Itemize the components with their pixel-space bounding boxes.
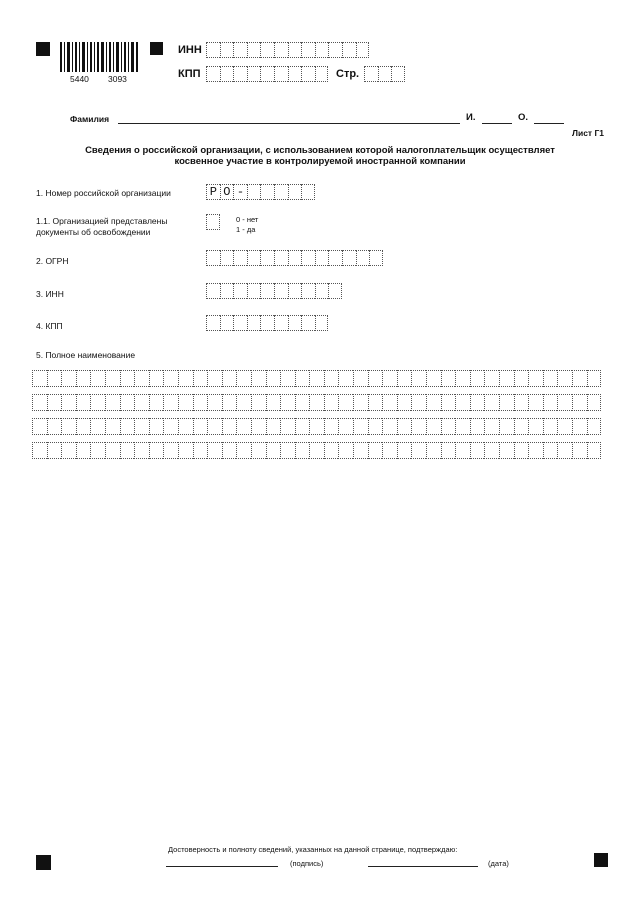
full-name-cell[interactable] (543, 442, 558, 459)
full-name-cell[interactable] (441, 370, 456, 387)
full-name-cell[interactable] (207, 394, 222, 411)
full-name-cell[interactable] (368, 370, 383, 387)
ogrn-cells[interactable] (206, 250, 383, 266)
full-name-cell[interactable] (178, 442, 193, 459)
kpp-label: 4. КПП (36, 321, 63, 331)
full-name-cell[interactable] (47, 442, 62, 459)
full-name-cell[interactable] (309, 418, 324, 435)
full-name-cell[interactable] (382, 394, 397, 411)
full-name-cell[interactable] (222, 394, 237, 411)
full-name-cell[interactable] (163, 370, 178, 387)
full-name-cell[interactable] (309, 370, 324, 387)
full-name-cell[interactable] (543, 394, 558, 411)
full-name-cell[interactable] (499, 370, 514, 387)
full-name-cell[interactable] (47, 418, 62, 435)
full-name-cell[interactable] (411, 442, 426, 459)
full-name-cell[interactable] (572, 442, 587, 459)
full-name-cell[interactable] (61, 394, 76, 411)
full-name-cell[interactable] (353, 370, 368, 387)
full-name-cell[interactable] (382, 418, 397, 435)
kpp-cells[interactable] (206, 315, 328, 331)
full-name-cell[interactable] (499, 394, 514, 411)
full-name-cell[interactable] (222, 418, 237, 435)
full-name-cell[interactable] (324, 442, 339, 459)
full-name-cell[interactable] (90, 442, 105, 459)
full-name-cell[interactable] (134, 418, 149, 435)
full-name-cell[interactable] (426, 394, 441, 411)
full-name-cell[interactable] (76, 370, 91, 387)
full-name-cell[interactable] (587, 370, 602, 387)
full-name-cell[interactable] (587, 418, 602, 435)
full-name-cell[interactable] (455, 394, 470, 411)
full-name-cell[interactable] (353, 394, 368, 411)
full-name-cell[interactable] (368, 418, 383, 435)
full-name-cell[interactable] (572, 418, 587, 435)
full-name-cell[interactable] (90, 394, 105, 411)
full-name-cell[interactable] (76, 418, 91, 435)
full-name-cell[interactable] (236, 394, 251, 411)
full-name-cell[interactable] (120, 370, 135, 387)
full-name-cell[interactable] (105, 394, 120, 411)
full-name-cell[interactable] (455, 418, 470, 435)
full-name-cell[interactable] (397, 418, 412, 435)
full-name-cell[interactable] (324, 418, 339, 435)
org-number-prefix-cell: - (233, 184, 247, 200)
full-name-cell[interactable] (572, 370, 587, 387)
full-name-cell[interactable] (280, 394, 295, 411)
full-name-cell[interactable] (47, 370, 62, 387)
full-name-cell[interactable] (90, 418, 105, 435)
full-name-cell[interactable] (368, 394, 383, 411)
full-name-cell[interactable] (455, 442, 470, 459)
full-name-cell[interactable] (484, 442, 499, 459)
date-label: (дата) (488, 859, 509, 868)
full-name-cell[interactable] (251, 370, 266, 387)
confirm-text: Достоверность и полноту сведений, указанных на данной странице, подтверждаю: (168, 845, 458, 854)
full-name-cell[interactable] (207, 418, 222, 435)
header-inn-label: ИНН (178, 44, 202, 56)
full-name-cell[interactable] (178, 418, 193, 435)
full-name-label: 5. Полное наименование (36, 350, 136, 360)
full-name-cell[interactable] (295, 442, 310, 459)
option-yes: 1 - да (236, 225, 256, 234)
full-name-cell[interactable] (543, 418, 558, 435)
full-name-row[interactable] (32, 394, 601, 411)
full-name-cell[interactable] (236, 418, 251, 435)
full-name-cell[interactable] (47, 394, 62, 411)
full-name-cell[interactable] (222, 370, 237, 387)
full-name-cell[interactable] (32, 442, 47, 459)
full-name-cell[interactable] (338, 394, 353, 411)
corner-marker-top-left (36, 42, 50, 56)
ogrn-label: 2. ОГРН (36, 256, 69, 266)
surname-label: Фамилия (70, 114, 110, 124)
full-name-cell[interactable] (236, 370, 251, 387)
full-name-cell[interactable] (193, 394, 208, 411)
full-name-cell[interactable] (105, 370, 120, 387)
full-name-cell[interactable] (105, 418, 120, 435)
date-line[interactable] (368, 866, 478, 867)
barcode-number-left: 5440 (70, 74, 89, 84)
full-name-cell[interactable] (353, 418, 368, 435)
full-name-cell[interactable] (382, 442, 397, 459)
i-line[interactable] (482, 123, 512, 124)
full-name-cell[interactable] (266, 442, 281, 459)
full-name-cell[interactable] (32, 370, 47, 387)
full-name-cell[interactable] (280, 370, 295, 387)
corner-marker-top-right (150, 42, 163, 55)
org-number-prefix-cell: Р (206, 184, 220, 200)
org-number-prefix-cell: О (220, 184, 234, 200)
full-name-cell[interactable] (76, 394, 91, 411)
full-name-cell[interactable] (105, 442, 120, 459)
full-name-cell[interactable] (426, 442, 441, 459)
full-name-cell[interactable] (222, 442, 237, 459)
header-page-label: Стр. (336, 68, 360, 80)
full-name-row[interactable] (32, 442, 601, 459)
header-kpp-cells[interactable] (206, 66, 328, 82)
full-name-cell[interactable] (134, 370, 149, 387)
full-name-cell[interactable] (338, 442, 353, 459)
inn-cells[interactable] (206, 283, 342, 299)
full-name-cell[interactable] (120, 394, 135, 411)
full-name-cell[interactable] (193, 418, 208, 435)
signature-label: (подпись) (290, 859, 324, 868)
full-name-cell[interactable] (470, 394, 485, 411)
full-name-cell[interactable] (557, 442, 572, 459)
full-name-cell[interactable] (514, 442, 529, 459)
full-name-cell[interactable] (207, 442, 222, 459)
full-name-cell[interactable] (441, 394, 456, 411)
full-name-cell[interactable] (280, 442, 295, 459)
full-name-cell[interactable] (528, 394, 543, 411)
full-name-cell[interactable] (587, 394, 602, 411)
full-name-cell[interactable] (368, 442, 383, 459)
full-name-row[interactable] (32, 370, 601, 387)
form-title-line1: Сведения о российской организации, с использованием которой налогоплательщик осуществляет (85, 145, 555, 156)
full-name-cell[interactable] (382, 370, 397, 387)
full-name-cell[interactable] (120, 418, 135, 435)
full-name-cell[interactable] (193, 370, 208, 387)
full-name-cell[interactable] (514, 370, 529, 387)
sheet-label: Лист Г1 (572, 128, 604, 138)
full-name-cell[interactable] (528, 370, 543, 387)
full-name-cell[interactable] (411, 370, 426, 387)
barcode-icon (60, 42, 140, 72)
full-name-cell[interactable] (61, 370, 76, 387)
full-name-cell[interactable] (295, 394, 310, 411)
form-title-line2: косвенное участие в контролируемой иностранной компании (174, 156, 466, 167)
full-name-cell[interactable] (499, 442, 514, 459)
full-name-cell[interactable] (266, 370, 281, 387)
full-name-cell[interactable] (484, 394, 499, 411)
o-line[interactable] (534, 123, 564, 124)
full-name-cell[interactable] (178, 394, 193, 411)
full-name-cell[interactable] (90, 370, 105, 387)
full-name-cell[interactable] (236, 442, 251, 459)
corner-marker-bottom-right (594, 853, 608, 867)
full-name-cell[interactable] (455, 370, 470, 387)
full-name-cell[interactable] (557, 394, 572, 411)
full-name-row[interactable] (32, 418, 601, 435)
full-name-cell[interactable] (324, 370, 339, 387)
full-name-cell[interactable] (149, 370, 164, 387)
full-name-cell[interactable] (251, 442, 266, 459)
full-name-cell[interactable] (338, 418, 353, 435)
header-page-cells[interactable] (364, 66, 405, 82)
option-no: 0 - нет (236, 215, 259, 224)
full-name-cell[interactable] (251, 394, 266, 411)
full-name-cell[interactable] (149, 442, 164, 459)
i-label: И. (466, 112, 476, 123)
surname-line[interactable] (118, 123, 460, 124)
full-name-cell[interactable] (295, 418, 310, 435)
full-name-cell[interactable] (266, 418, 281, 435)
org-number-label: 1. Номер российской организации (36, 188, 171, 198)
full-name-cell[interactable] (557, 418, 572, 435)
full-name-cell[interactable] (61, 442, 76, 459)
full-name-cell[interactable] (528, 442, 543, 459)
full-name-cell[interactable] (163, 394, 178, 411)
full-name-cell[interactable] (61, 418, 76, 435)
full-name-cell[interactable] (134, 394, 149, 411)
full-name-cell[interactable] (134, 442, 149, 459)
full-name-cell[interactable] (207, 370, 222, 387)
full-name-cell[interactable] (528, 418, 543, 435)
o-label: О. (518, 112, 529, 123)
docs-label-line2: документы об освобождении (36, 227, 151, 237)
full-name-cell[interactable] (484, 370, 499, 387)
signature-line[interactable] (166, 866, 278, 867)
org-number-cells[interactable] (206, 184, 315, 200)
full-name-cell[interactable] (251, 418, 266, 435)
full-name-cell[interactable] (397, 442, 412, 459)
full-name-cell[interactable] (441, 442, 456, 459)
full-name-cell[interactable] (266, 394, 281, 411)
full-name-cell[interactable] (397, 394, 412, 411)
full-name-cell[interactable] (484, 418, 499, 435)
full-name-cell[interactable] (324, 394, 339, 411)
docs-label-line1: 1.1. Организацией представлены (36, 216, 168, 226)
full-name-cell[interactable] (280, 418, 295, 435)
header-kpp-label: КПП (178, 68, 201, 80)
barcode-number-right: 3093 (108, 74, 127, 84)
full-name-cell[interactable] (178, 370, 193, 387)
corner-marker-bottom-left (36, 855, 51, 870)
full-name-cell[interactable] (149, 418, 164, 435)
full-name-cell[interactable] (193, 442, 208, 459)
full-name-cell[interactable] (426, 370, 441, 387)
full-name-cell[interactable] (587, 442, 602, 459)
full-name-cell[interactable] (411, 394, 426, 411)
header-inn-cells[interactable] (206, 42, 369, 58)
full-name-cell[interactable] (295, 370, 310, 387)
full-name-cell[interactable] (426, 418, 441, 435)
full-name-cell[interactable] (32, 418, 47, 435)
full-name-cell[interactable] (163, 442, 178, 459)
full-name-cell[interactable] (470, 418, 485, 435)
full-name-cell[interactable] (499, 418, 514, 435)
full-name-cell[interactable] (543, 370, 558, 387)
full-name-cell[interactable] (163, 418, 178, 435)
full-name-cell[interactable] (470, 442, 485, 459)
full-name-cell[interactable] (309, 394, 324, 411)
full-name-cell[interactable] (120, 442, 135, 459)
full-name-cell[interactable] (76, 442, 91, 459)
full-name-cell[interactable] (470, 370, 485, 387)
full-name-cell[interactable] (338, 370, 353, 387)
inn-label: 3. ИНН (36, 289, 64, 299)
full-name-cell[interactable] (557, 370, 572, 387)
full-name-cell[interactable] (572, 394, 587, 411)
full-name-cell[interactable] (514, 418, 529, 435)
docs-cell[interactable] (206, 214, 220, 230)
full-name-cell[interactable] (397, 370, 412, 387)
full-name-cell[interactable] (149, 394, 164, 411)
full-name-cell[interactable] (353, 442, 368, 459)
full-name-cell[interactable] (441, 418, 456, 435)
full-name-cell[interactable] (32, 394, 47, 411)
full-name-cell[interactable] (514, 394, 529, 411)
full-name-cell[interactable] (411, 418, 426, 435)
full-name-cell[interactable] (309, 442, 324, 459)
